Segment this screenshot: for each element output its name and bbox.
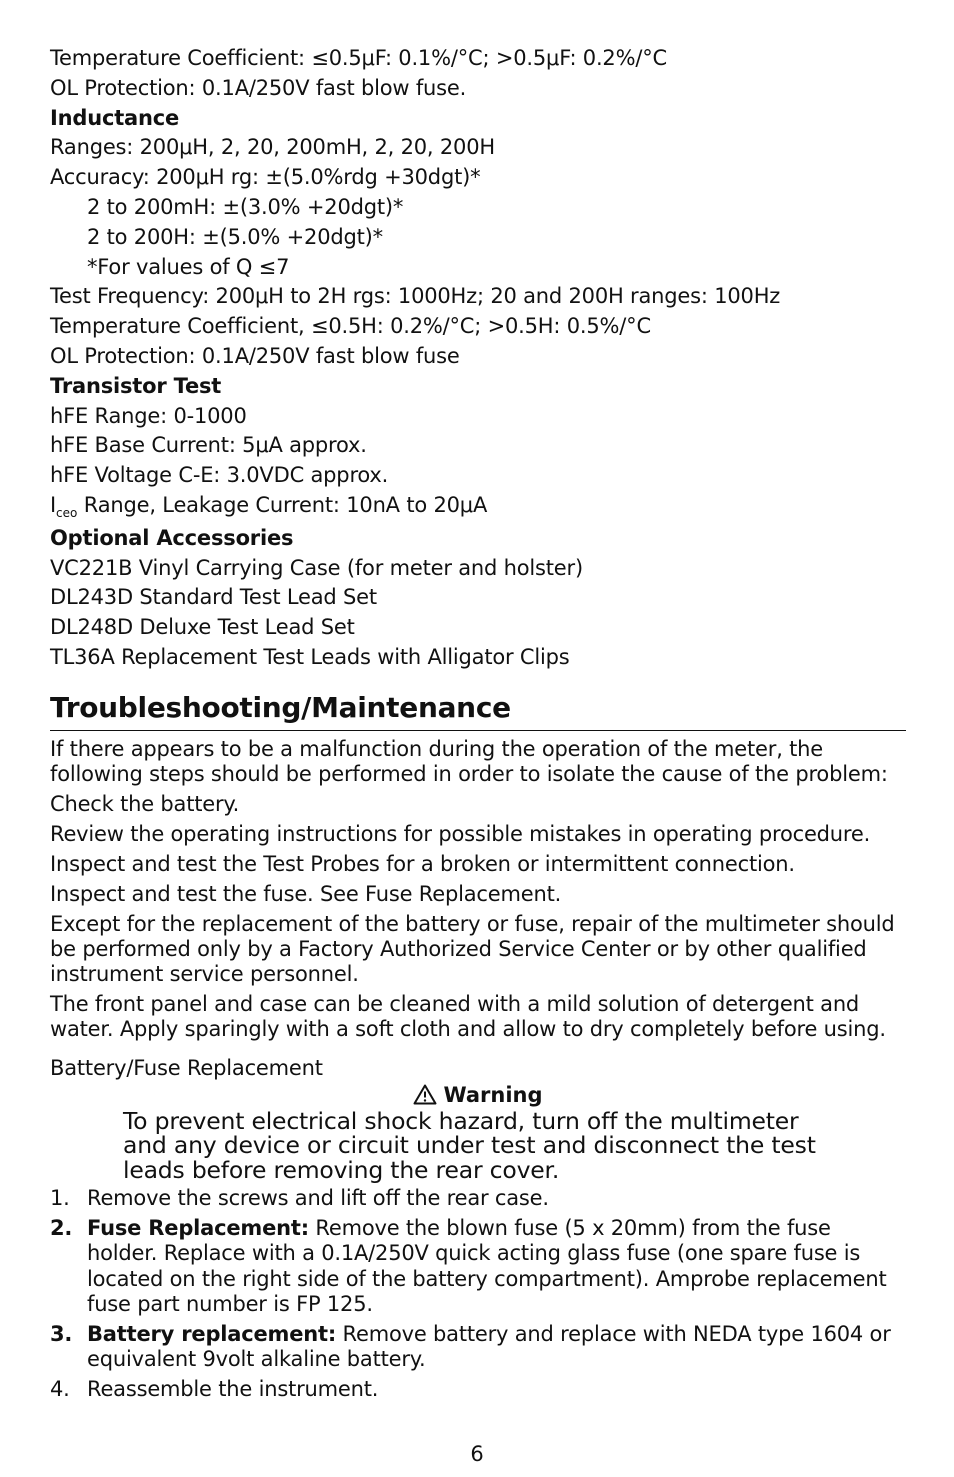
step-text: Remove the screws and lift off the rear case. [87,1186,549,1211]
step-text: Reassemble the instrument. [87,1376,379,1401]
hfe-base-current: hFE Base Current: 5μA approx. [50,433,367,458]
list-item [50,1216,906,1318]
troubleshooting-intro: If there appears to be a malfunction during the operation of the meter, the following steps should be performed in order to isolate the cause of the problem: [50,736,888,786]
troubleshooting-review: Review the operating instructions for possible mistakes in operating procedure. [50,821,871,846]
list-item [50,1186,906,1212]
transistor-heading: Transistor Test [50,373,222,398]
capacitance-temp-coefficient: Temperature Coefficient: ≤0.5μF: 0.1%/°C; >0.5μF: 0.2%/°C [50,46,667,70]
warning-label: Warning [443,1082,543,1107]
troubleshooting-check-battery: Check the battery. [50,791,240,816]
step-number: 2. [50,1215,73,1240]
warning-title [50,1081,906,1109]
replacement-steps [50,1186,906,1402]
inductance-accuracy-note: *For values of Q ≤7 [87,254,290,279]
accessories-heading: Optional Accessories [50,525,294,550]
page-number: 6 [470,1442,484,1466]
inductance-test-frequency: Test Frequency: 200μH to 2H rgs: 1000Hz; 20 and 200H ranges: 100Hz [50,284,781,309]
troubleshooting-except: Except for the replacement of the battery or fuse, repair of the multimeter should be performed only by a Factory Authorized Service Center or by other qualified instrument service personnel. [50,911,895,986]
inductance-accuracy-mh: 2 to 200mH: ±(3.0% +20dgt)* [87,194,404,219]
iceo-symbol: I [50,492,56,517]
troubleshooting-heading: Troubleshooting/Maintenance [50,690,906,731]
troubleshooting-inspect-fuse: Inspect and test the fuse. See Fuse Replacement. [50,881,562,906]
battery-fuse-heading: Battery/Fuse Replacement [50,1055,323,1080]
accessory-item: TL36A Replacement Test Leads with Alligator Clips [50,644,570,669]
inductance-accuracy-h: 2 to 200H: ±(5.0% +20dgt)* [87,224,383,249]
accessory-item: DL243D Standard Test Lead Set [50,585,377,610]
step-number: 4. [50,1376,70,1401]
list-item [50,1377,906,1403]
hfe-voltage: hFE Voltage C-E: 3.0VDC approx. [50,463,389,488]
inductance-ranges: Ranges: 200μH, 2, 20, 200mH, 2, 20, 200H [50,135,495,160]
iceo-range [50,491,906,524]
hfe-range: hFE Range: 0-1000 [50,403,247,428]
inductance-heading: Inductance [50,105,180,130]
warning-triangle-icon [413,1084,437,1105]
warning-text: To prevent electrical shock hazard, turn off the multimeter and any device or circuit under test and disconnect the test leads before removing the rear cover. [123,1106,816,1184]
step-text: Remove the blown fuse (5 x 20mm) from the fuse holder. Replace with a 0.1A/250V quick acting glass fuse (one spare fuse is located on the right side of the battery compartment). Amprobe replacement fuse part number is FP 125. [87,1215,887,1317]
step-bold-label: Battery replacement: [87,1321,337,1346]
step-bold-label: Fuse Replacement: [87,1215,309,1240]
troubleshooting-cleaning: The front panel and case can be cleaned with a mild solution of detergent and water. Apply sparingly with a soft cloth and allow to dry completely before using. [50,991,886,1041]
iceo-subscript: ceo [56,505,78,520]
inductance-temp-coefficient: Temperature Coefficient, ≤0.5H: 0.2%/°C; >0.5H: 0.5%/°C [50,314,651,339]
step-number: 1. [50,1186,70,1211]
capacitance-ol-protection: OL Protection: 0.1A/250V fast blow fuse. [50,75,467,100]
inductance-accuracy: Accuracy: 200μH rg: ±(5.0%rdg +30dgt)* [50,165,481,190]
accessory-item: VC221B Vinyl Carrying Case (for meter and holster) [50,555,583,580]
step-text: Remove battery and replace with NEDA type 1604 or equivalent 9volt alkaline battery. [87,1321,891,1372]
manual-page [50,44,906,1406]
list-item [50,1322,906,1373]
step-number: 3. [50,1321,73,1346]
inductance-ol-protection: OL Protection: 0.1A/250V fast blow fuse [50,343,460,368]
iceo-text: Range, Leakage Current: 10nA to 20μA [77,492,488,517]
troubleshooting-inspect-probes: Inspect and test the Test Probes for a broken or intermittent connection. [50,851,795,876]
accessory-item: DL248D Deluxe Test Lead Set [50,615,355,640]
